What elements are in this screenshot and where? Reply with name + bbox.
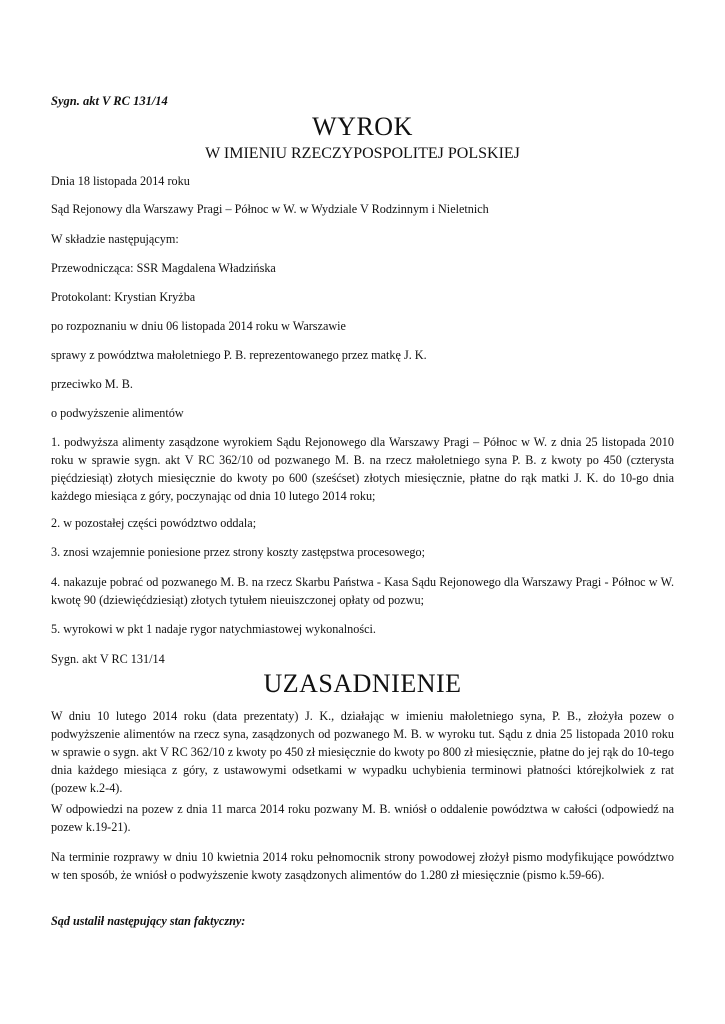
defendant: przeciwko M. B. [51,377,133,391]
court-name: Sąd Rejonowy dla Warszawy Pragi – Północ w W. w Wydziale V Rodzinnym i Nieletnich [51,202,489,216]
justification-paragraph: W dniu 10 lutego 2014 roku (data prezentaty) J. K., działając w imieniu małoletniego syna, P. B., złożyła pozew o podwyższenie alimentów na rzecz syna, zasądzonych od pozwanego M. B. w wyroku tut. Sądu z dnia 25 listopada 2010 roku w sprawie o sygn. akt V RC 362/10 z kwoty po 450 zł miesięcznie do kwoty po 800 zł miesięcznie, płatne do jej rąk do 10-tego dnia każdego miesiąca z góry, z ustawowymi odsetkami w wypadku uchybienia terminowi płatności którejkolwiek z rat (pozew k.2-4). [51,709,674,795]
hearing-date: po rozpoznaniu w dniu 06 listopada 2014 roku w Warszawie [51,319,346,333]
composition-label: W składzie następującym: [51,232,179,246]
document-title: WYROK [312,112,413,141]
presiding-judge: Przewodnicząca: SSR Magdalena Władzińska [51,261,276,275]
court-clerk: Protokolant: Krystian Kryżba [51,290,196,304]
justification-heading: UZASADNIENIE [263,669,462,698]
justification-paragraph: W odpowiedzi na pozew z dnia 11 marca 2014 roku pozwany M. B. wniósł o oddalenie powództwa w całości (odpowiedź na pozew k.19-21). [51,802,674,834]
case-signature-bottom: Sygn. akt V RC 131/14 [51,652,165,666]
facts-heading: Sąd ustalił następujący stan faktyczny: [51,914,246,928]
document-subtitle: W IMIENIU RZECZYPOSPOLITEJ POLSKIEJ [205,145,520,162]
case-signature-top: Sygn. akt V RC 131/14 [51,94,168,108]
verdict-point-2: 2. w pozostałej części powództwo oddala; [51,516,257,530]
verdict-point-4: 4. nakazuje pobrać od pozwanego M. B. na rzecz Skarbu Państwa - Kasa Sądu Rejonowego dla Warszawy Pragi - Północ w W. kwotę 90 (dziewięćdziesiąt) złotych tytułem nieuiszczonej opłaty od pozwu; [51,575,674,607]
verdict-point-5: 5. wyrokowi w pkt 1 nadaje rygor natychmiastowej wykonalności. [51,622,376,636]
case-description: sprawy z powództwa małoletniego P. B. reprezentowanego przez matkę J. K. [51,348,427,362]
verdict-point-3: 3. znosi wzajemnie poniesione przez strony koszty zastępstwa procesowego; [51,545,425,559]
verdict-point-1: 1. podwyższa alimenty zasądzone wyrokiem Sądu Rejonowego dla Warszawy Pragi – Północ w W. z dnia 25 listopada 2010 roku w sprawie sygn. akt V RC 362/10 od pozwanego M. B. na rzecz małoletniego syna P. B. z kwoty po 450 (czterysta pięćdziesiąt) złotych miesięcznie do kwoty po 600 (sześćset) złotych miesięcznie, płatne do rąk matki J. K. do 10-go dnia każdego miesiąca z góry, poczynając od dnia 10 lutego 2014 roku; [51,435,674,503]
justification-paragraph: Na terminie rozprawy w dniu 10 kwietnia 2014 roku pełnomocnik strony powodowej złożył pismo modyfikujące powództwo w ten sposób, że wniósł o podwyższenie kwoty zasądzonych alimentów do 1.280 zł miesięcznie (pismo k.59-66). [51,850,674,882]
verdict-date: Dnia 18 listopada 2014 roku [51,174,190,188]
case-subject: o podwyższenie alimentów [51,406,184,420]
